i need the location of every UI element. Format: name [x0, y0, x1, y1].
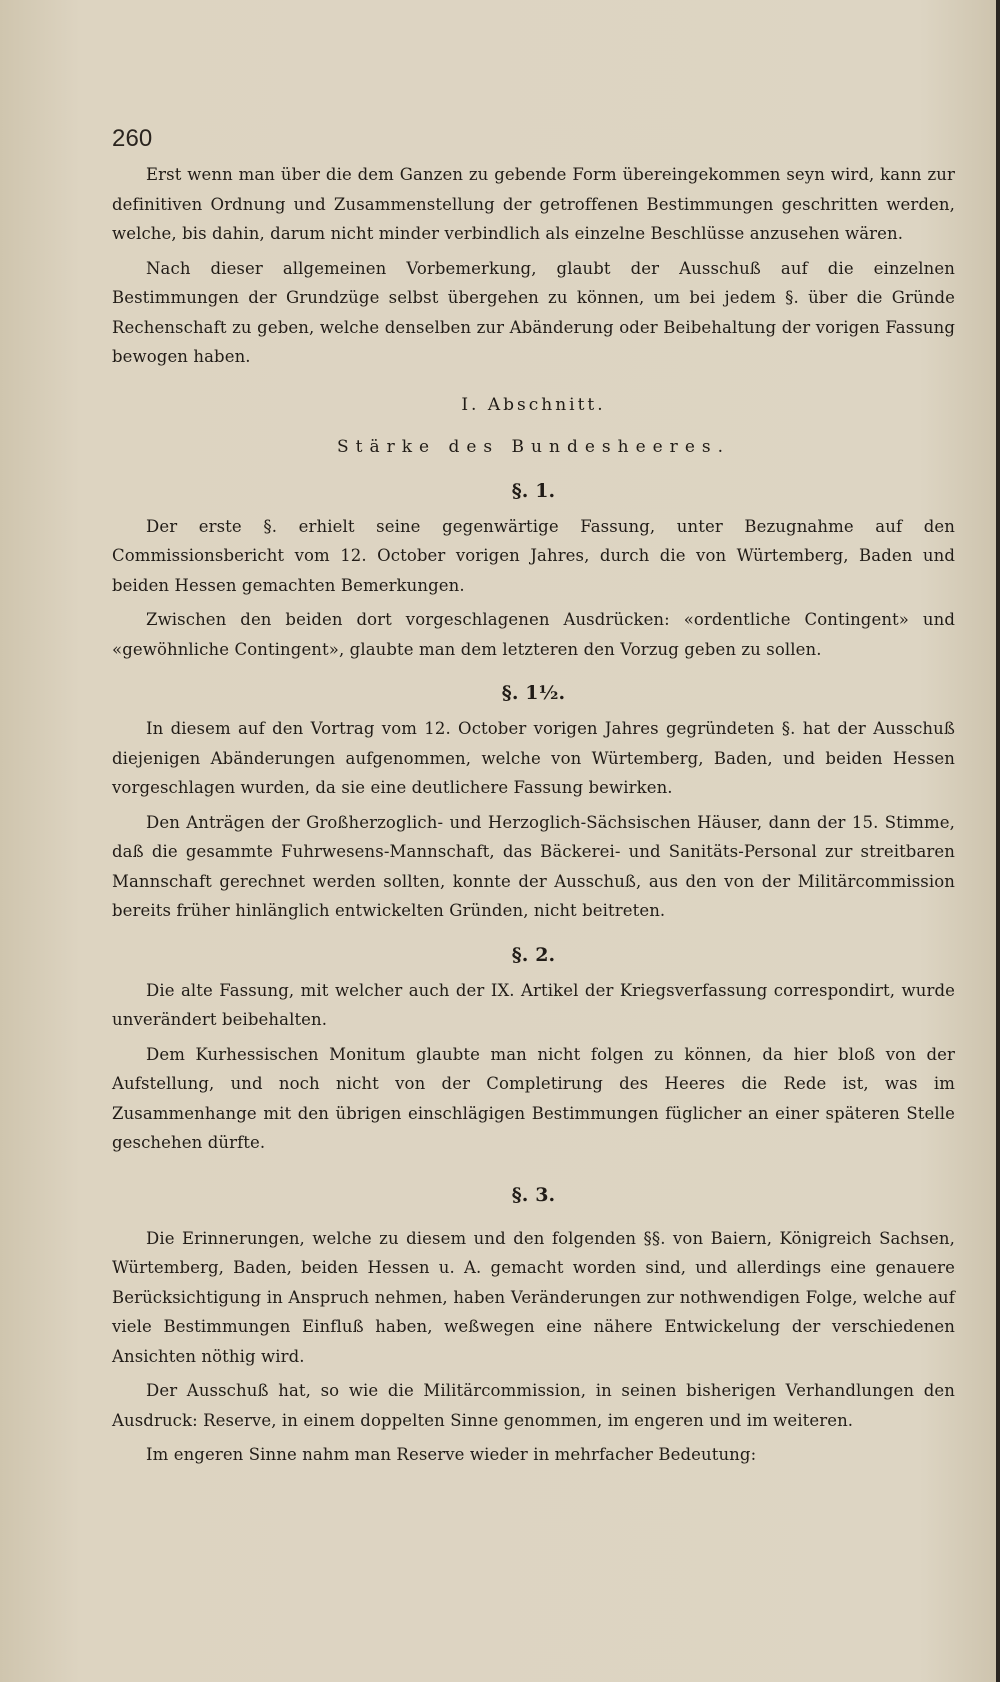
paragraph-2-text-1: Die alte Fassung, mit welcher auch der IX. Artikel der Kriegsverfassung correspondirt, wurde unverändert beibehalten.: [112, 980, 955, 1029]
page-edge-shadow: [996, 0, 1000, 1682]
intro-paragraph-1: Erst wenn man über die dem Ganzen zu gebende Form übereingekommen seyn wird, kann zur definitiven Ordnung und Zusammenstellung der getroffenen Bestimmungen geschritten werden, welche, bis dahin, darum nicht minder verbindlich als einzelne Beschlüsse anzusehen wären.: [112, 165, 955, 243]
paragraph-3-text-2: Der Ausschuß hat, so wie die Militärcommission, in seinen bisherigen Verhandlungen den Ausdruck: Reserve, in einem doppelten Sinne genommen, im engeren und im weiteren.: [112, 1381, 955, 1430]
paragraph-heading-1-half: §. 1½.: [501, 682, 566, 704]
paragraph-heading-3: §. 3.: [511, 1183, 556, 1206]
document-body: [112, 124, 955, 1470]
paragraph-heading-1: §. 1.: [511, 479, 556, 502]
section-title: Stärke des Bundesheeres.: [336, 436, 731, 457]
section-heading: I. Abschnitt.: [461, 394, 606, 415]
paragraph-heading-2: §. 2.: [511, 943, 556, 966]
paragraph-3-text-3: Im engeren Sinne nahm man Reserve wieder in mehrfacher Bedeutung:: [146, 1445, 757, 1464]
paragraph-1-half-text-2: Den Anträgen der Großherzoglich- und Herzoglich-Sächsischen Häuser, dann der 15. Stimme, daß die gesammte Fuhrwesens-Mannschaft, das Bäckerei- und Sanitäts-Personal zur streitbaren Mannschaft gerechnet werden sollten, konnte der Ausschuß, aus den von der Militärcommission bereits früher hinlänglich entwickelten Gründen, nicht beitreten.: [112, 812, 955, 920]
paragraph-1-text-1: Der erste §. erhielt seine gegenwärtige Fassung, unter Bezugnahme auf den Commissionsbericht vom 12. October vorigen Jahres, durch die von Würtemberg, Baden und beiden Hessen gemachten Bemerkungen.: [112, 516, 955, 595]
paragraph-1-half-text-1: In diesem auf den Vortrag vom 12. October vorigen Jahres gegründeten §. hat der Ausschuß diejenigen Abänderungen aufgenommen, welche von Würtemberg, Baden, und beiden Hessen vorgeschlagen wurden, da sie eine deutlichere Fassung bewirken.: [112, 719, 955, 797]
paragraph-2-text-2: Dem Kurhessischen Monitum glaubte man nicht folgen zu können, da hier bloß von der Aufstellung, und noch nicht von der Completirung des Heeres die Rede ist, was im Zusammenhange mit den übrigen einschlägigen Bestimmungen füglicher an einer späteren Stelle geschehen dürfte.: [112, 1044, 955, 1152]
paragraph-1-text-2: Zwischen den beiden dort vorgeschlagenen Ausdrücken: «ordentliche Contingent» und «gewöhnliche Contingent», glaubte man dem letzteren den Vorzug geben zu sollen.: [112, 610, 955, 659]
page-number: 260: [112, 125, 153, 152]
intro-paragraph-2: Nach dieser allgemeinen Vorbemerkung, glaubt der Ausschuß auf die einzelnen Bestimmungen der Grundzüge selbst übergehen zu können, um bei jedem §. über die Gründe Rechenschaft zu geben, welche denselben zur Abänderung oder Beibehaltung der vorigen Fassung bewogen haben.: [112, 258, 955, 366]
paragraph-3-text-1: Die Erinnerungen, welche zu diesem und den folgenden §§. von Baiern, Königreich Sachsen, Würtemberg, Baden, beiden Hessen u. A. gemacht worden sind, und allerdings eine genauere Berücksichtigung in Anspruch nehmen, haben Veränderungen zur nothwendigen Folge, welche auf viele Bestimmungen Einfluß haben, weßwegen eine nähere Entwickelung der verschiedenen Ansichten nöthig wird.: [112, 1228, 955, 1366]
